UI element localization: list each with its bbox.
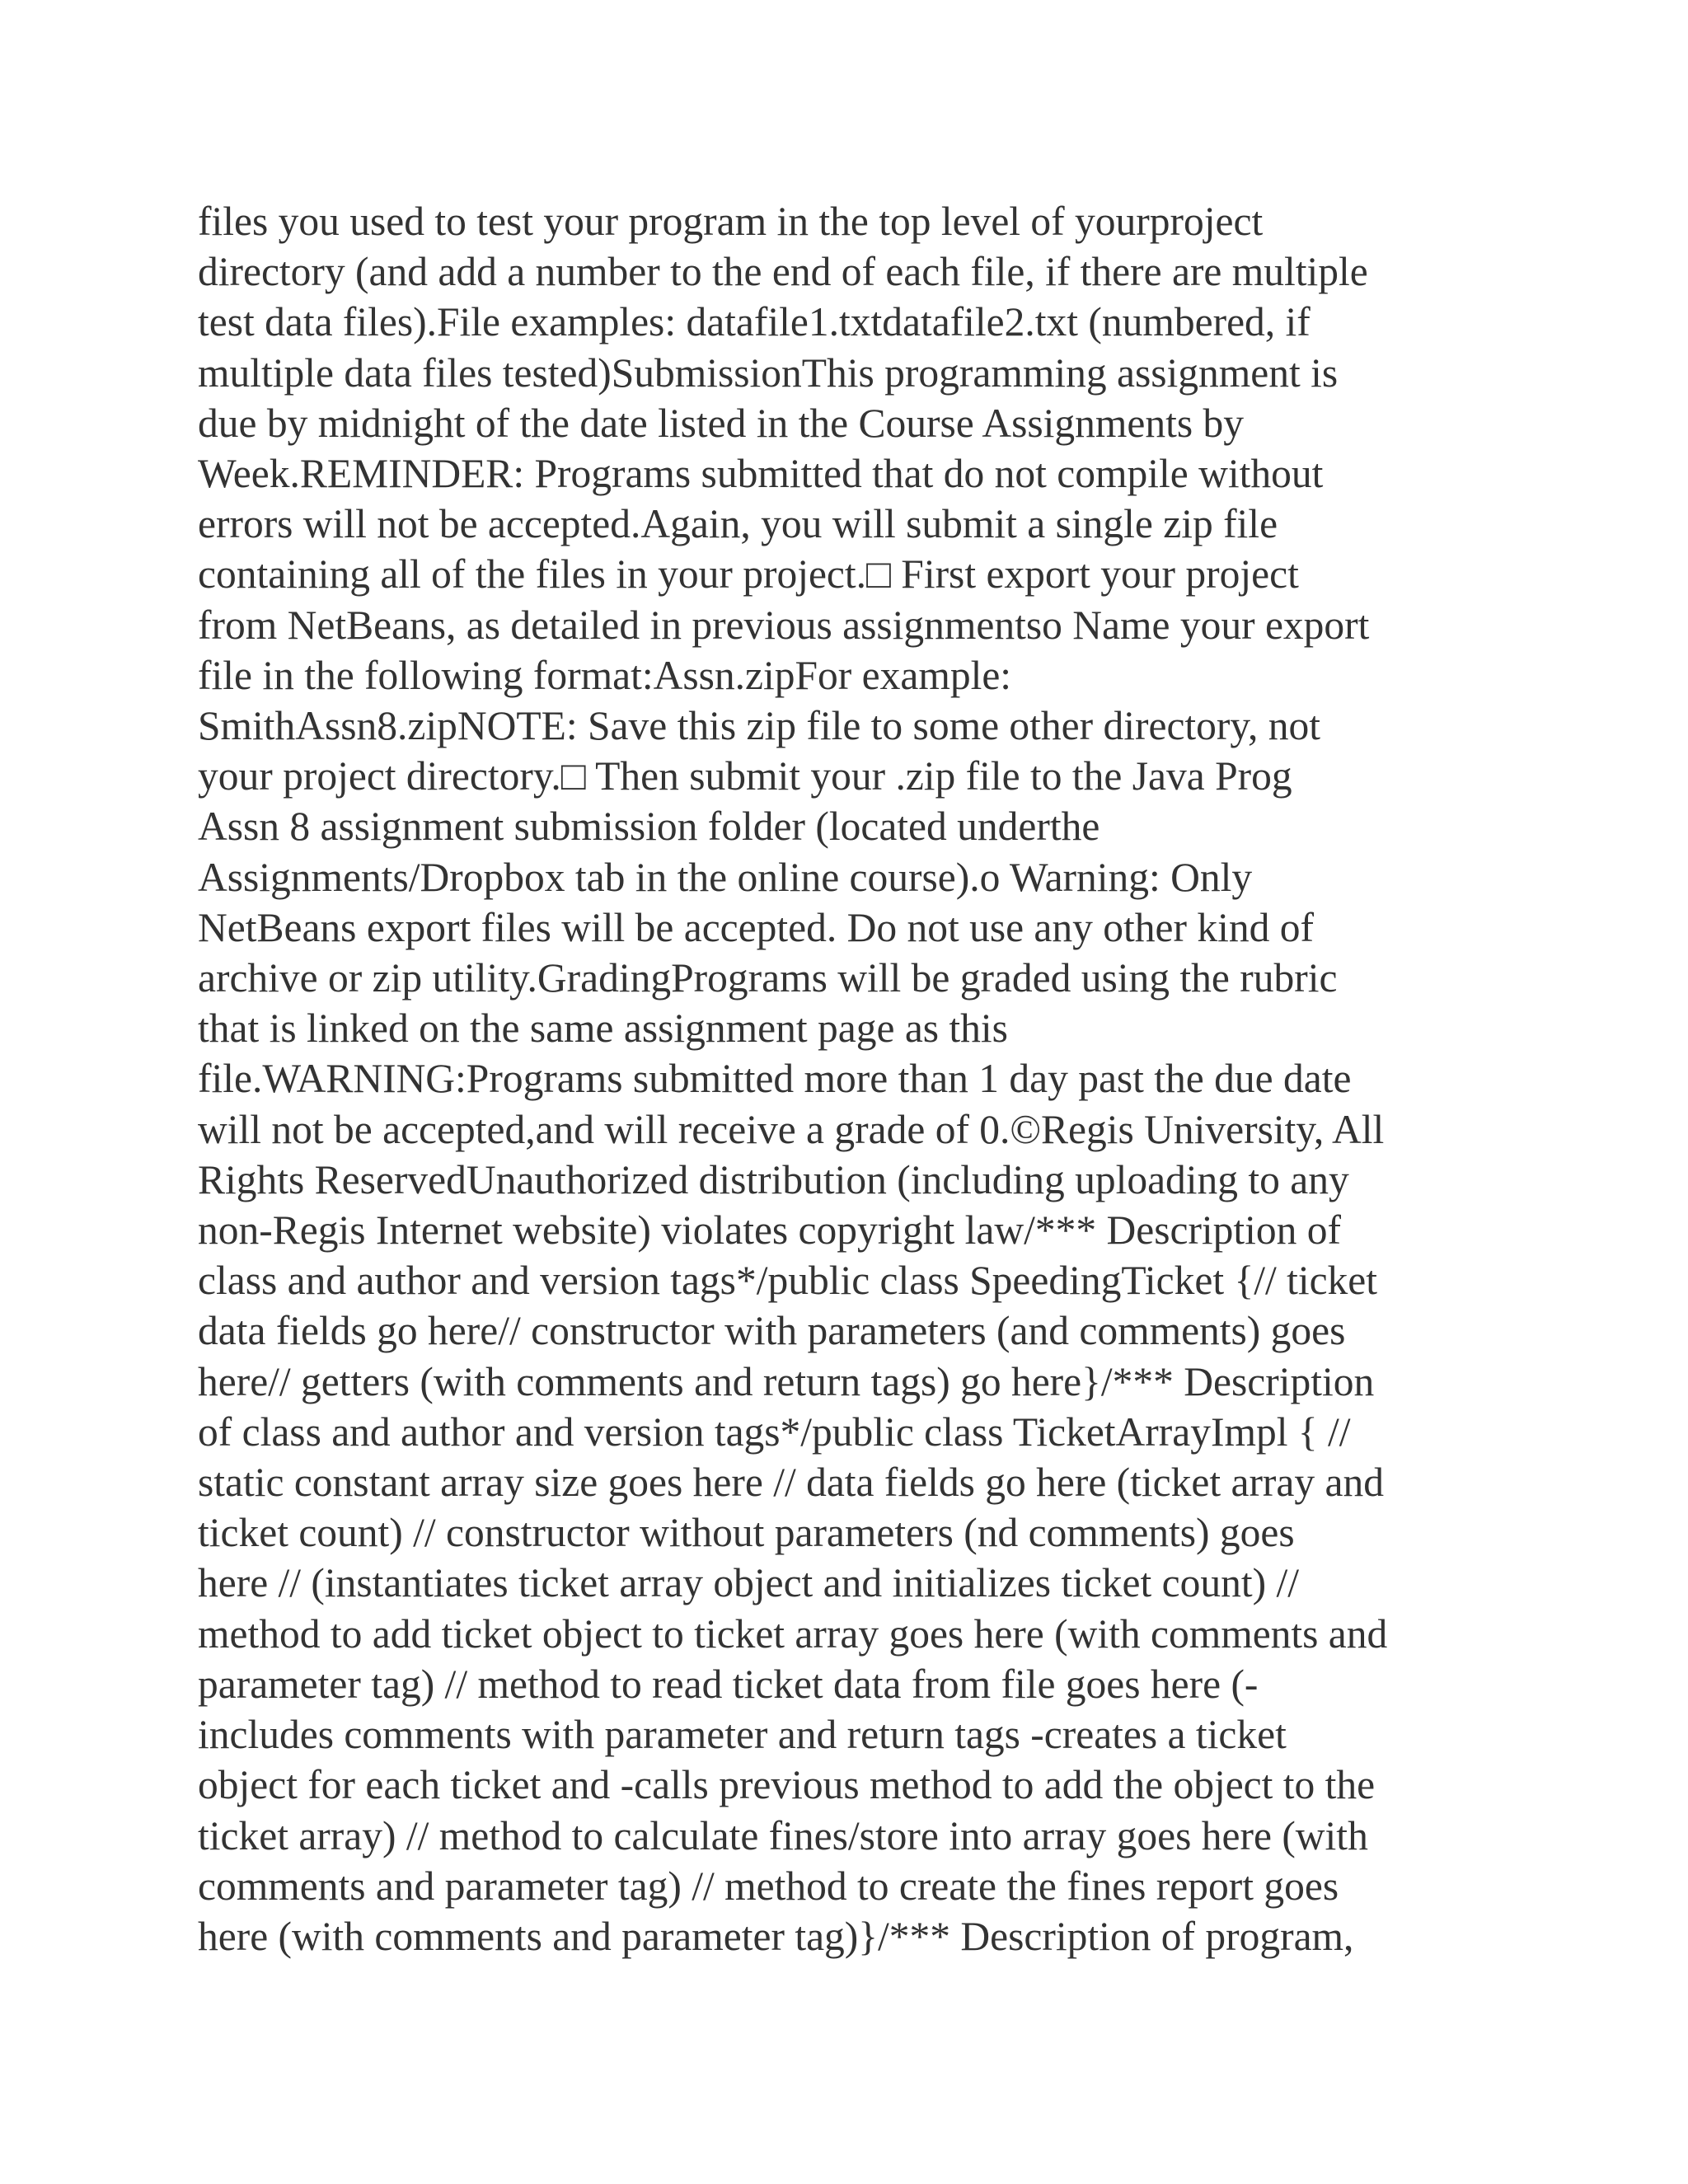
text-line: your project directory.□ Then submit your .zip file to the Java Prog bbox=[198, 753, 1292, 799]
body-text bbox=[198, 196, 1500, 1961]
text-line: SmithAssn8.zipNOTE: Save this zip file to some other directory, not bbox=[198, 703, 1320, 749]
text-line: file.WARNING:Programs submitted more than 1 day past the due date bbox=[198, 1056, 1352, 1102]
text-line: Week.REMINDER: Programs submitted that do not compile without bbox=[198, 451, 1324, 497]
text-line: will not be accepted,and will receive a grade of 0.©Regis University, All bbox=[198, 1106, 1385, 1152]
text-line: object for each ticket and -calls previous method to add the object to the bbox=[198, 1762, 1376, 1808]
text-line: here (with comments and parameter tag)}/*** Description of program, bbox=[198, 1913, 1354, 1959]
text-line: ticket count) // constructor without parameters (nd comments) goes bbox=[198, 1510, 1295, 1556]
text-line: due by midnight of the date listed in the Course Assignments by bbox=[198, 400, 1244, 446]
text-line: Assignments/Dropbox tab in the online course).o Warning: Only bbox=[198, 854, 1253, 900]
text-line: from NetBeans, as detailed in previous assignmentso Name your export bbox=[198, 602, 1370, 648]
text-line: non-Regis Internet website) violates copyright law/*** Description of bbox=[198, 1207, 1342, 1254]
text-line: NetBeans export files will be accepted. Do not use any other kind of bbox=[198, 904, 1314, 950]
text-line: files you used to test your program in the top level of yourproject bbox=[198, 199, 1264, 244]
text-line: data fields go here// constructor with parameters (and comments) goes bbox=[198, 1308, 1346, 1354]
text-line: method to add ticket object to ticket array goes here (with comments and bbox=[198, 1610, 1388, 1657]
text-line: Assn 8 assignment submission folder (located underthe bbox=[198, 804, 1100, 850]
text-line: class and author and version tags*/public class SpeedingTicket {// ticket bbox=[198, 1258, 1378, 1304]
text-line: test data files).File examples: datafile1.txtdatafile2.txt (numbered, if bbox=[198, 299, 1311, 345]
text-line: here // (instantiates ticket array object and initializes ticket count) // bbox=[198, 1560, 1299, 1606]
text-line: Rights ReservedUnauthorized distribution (including uploading to any bbox=[198, 1156, 1349, 1202]
text-line: of class and author and version tags*/public class TicketArrayImpl { // bbox=[198, 1408, 1351, 1455]
text-line: directory (and add a number to the end of each file, if there are multiple bbox=[198, 249, 1368, 295]
text-line: that is linked on the same assignment page as this bbox=[198, 1005, 1008, 1052]
text-line: comments and parameter tag) // method to create the fines report goes bbox=[198, 1863, 1339, 1909]
text-line: includes comments with parameter and return tags -creates a ticket bbox=[198, 1712, 1287, 1758]
text-line: static constant array size goes here // data fields go here (ticket array and bbox=[198, 1460, 1384, 1506]
text-line: file in the following format:Assn.zipFor example: bbox=[198, 652, 1012, 698]
text-line: here// getters (with comments and return tags) go here}/*** Description bbox=[198, 1358, 1375, 1404]
text-line: ticket array) // method to calculate fines/store into array goes here (with bbox=[198, 1812, 1368, 1858]
text-line: archive or zip utility.GradingPrograms will be graded using the rubric bbox=[198, 955, 1338, 1001]
text-line: multiple data files tested)SubmissionThis programming assignment is bbox=[198, 349, 1339, 396]
text-line: errors will not be accepted.Again, you will submit a single zip file bbox=[198, 501, 1278, 547]
text-line: containing all of the files in your project.□ First export your project bbox=[198, 551, 1299, 598]
text-line: parameter tag) // method to read ticket data from file goes here (- bbox=[198, 1661, 1259, 1707]
